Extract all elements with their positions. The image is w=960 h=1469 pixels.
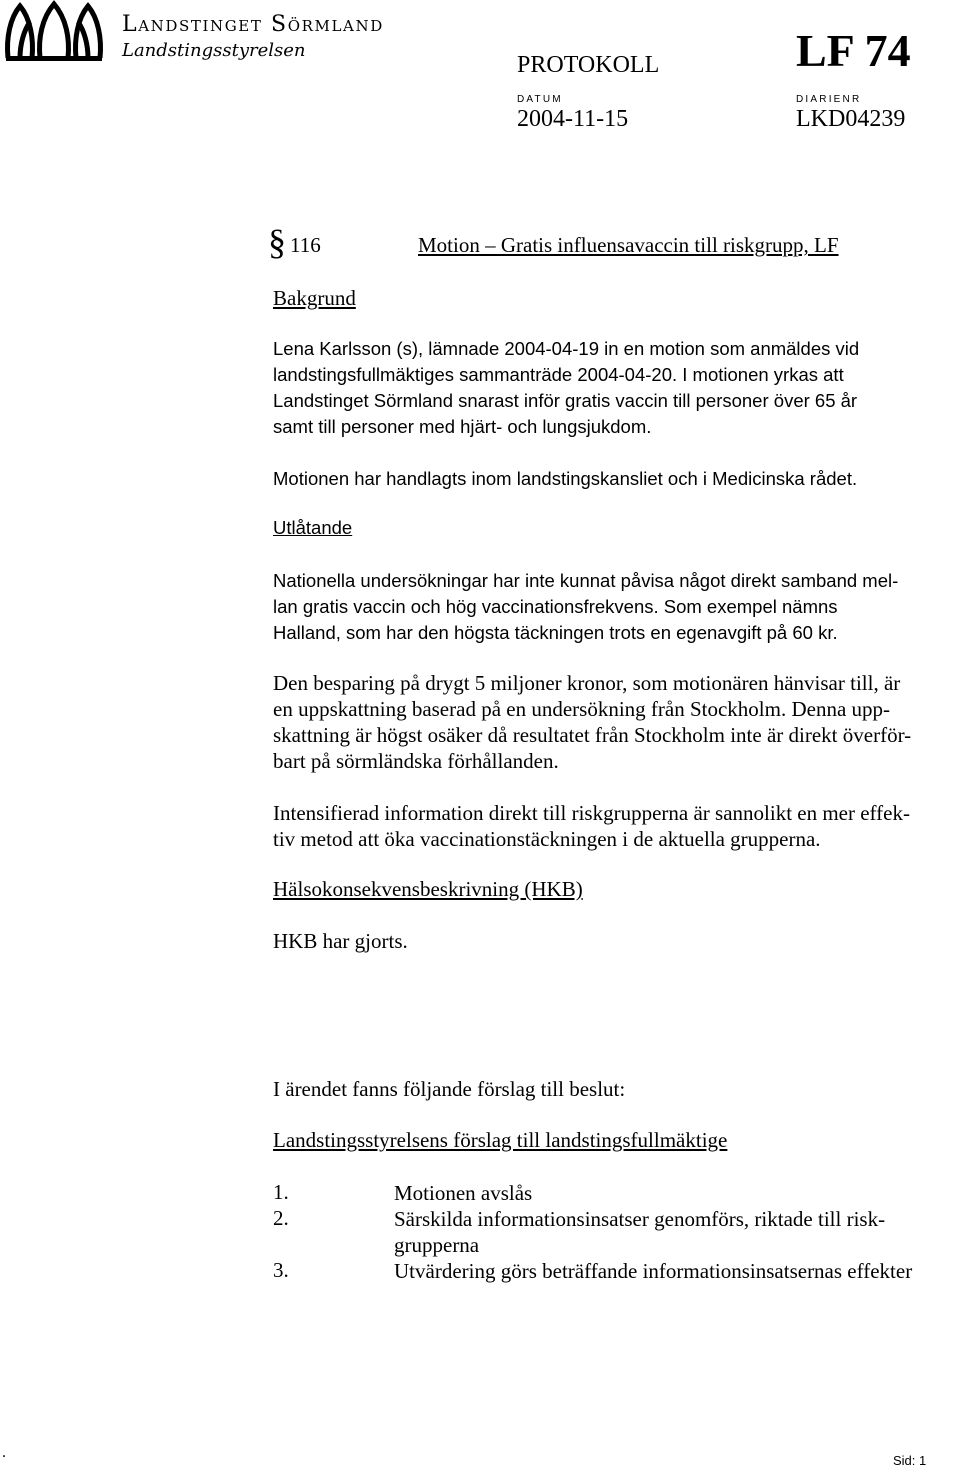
text-line: en uppskattning baserad på en undersökning från Stockholm. Denna upp-: [273, 697, 891, 721]
proposal-number: 3.: [273, 1258, 289, 1282]
text-line: Nationella undersökningar har inte kunnat påvisa något direkt samband mel-: [273, 570, 899, 591]
registry-value: LKD04239: [796, 106, 906, 132]
utlatande-paragraph-1: [273, 568, 953, 646]
text-line: skattning är högst osäker då resultatet från Stockholm inte är direkt överför-: [273, 723, 912, 747]
proposal-number: 1.: [273, 1180, 289, 1204]
document-type: PROTOKOLL: [517, 52, 660, 78]
text-line: lan gratis vaccin och hög vaccinationsfrekvens. Som exempel nämns: [273, 596, 838, 617]
text-line: Halland, som har den högsta täckningen trots en egenavgift på 60 kr.: [273, 622, 838, 643]
bakgrund-text: [273, 336, 953, 440]
section-heading-utlatande: Utlåtande: [273, 517, 353, 538]
paragraph-sign: §: [268, 222, 286, 262]
hkb-text: HKB har gjorts.: [273, 929, 408, 953]
proposal-text: [394, 1206, 885, 1258]
footer-dot: .: [2, 1444, 6, 1461]
crown-logo-icon: [2, 0, 106, 62]
text-line: grupperna: [394, 1233, 480, 1257]
proposal-intro: I ärendet fanns följande förslag till beslut:: [273, 1077, 626, 1101]
text-line: landstingsfullmäktiges sammanträde 2004-04-20. I motionen yrkas att: [273, 364, 844, 385]
document-number: LF 74: [796, 25, 911, 76]
date-label: DATUM: [517, 94, 563, 105]
text-line: samt till personer med hjärt- och lungsjukdom.: [273, 416, 652, 437]
text-line: bart på sörmländska förhållanden.: [273, 749, 559, 773]
text-line: Utvärdering görs beträffande informationsinsatsernas effekter: [394, 1259, 913, 1283]
paragraph-title: Motion – Gratis influensavaccin till riskgrupp, LF: [418, 233, 839, 257]
text-line: Särskilda informationsinsatser genomförs, riktade till risk-: [394, 1207, 886, 1231]
proposal-number: 2.: [273, 1206, 289, 1230]
proposal-text: [394, 1180, 532, 1206]
section-heading-hkb: Hälsokonsekvensbeskrivning (HKB): [273, 877, 583, 901]
date-value: 2004-11-15: [517, 106, 629, 132]
section-heading-bakgrund: Bakgrund: [273, 286, 356, 310]
proposal-heading: Landstingsstyrelsens förslag till landstingsfullmäktige: [273, 1128, 728, 1152]
text-line: Motionen avslås: [394, 1181, 533, 1205]
org-subtitle: Landstingsstyrelsen: [122, 40, 306, 61]
registry-label: DIARIENR: [796, 94, 862, 105]
text-line: Intensifierad information direkt till riskgrupperna är sannolikt en mer effek-: [273, 801, 910, 825]
page-number: Sid: 1: [893, 1453, 927, 1468]
text-line: Den besparing på drygt 5 miljoner kronor, som motionären hänvisar till, är: [273, 671, 901, 695]
utlatande-paragraph-3: [273, 800, 953, 852]
text-line: Landstinget Sörmland snarast inför gratis vaccin till personer över 65 år: [273, 390, 858, 411]
text-line: tiv metod att öka vaccinationstäckningen i de aktuella grupperna.: [273, 827, 821, 851]
utlatande-paragraph-2: [273, 670, 953, 774]
text-line: Lena Karlsson (s), lämnade 2004-04-19 in en motion som anmäldes vid: [273, 338, 860, 359]
paragraph-number: 116: [290, 233, 321, 257]
proposal-text: [394, 1258, 912, 1284]
org-name: Landstinget Sörmland: [122, 12, 384, 37]
handlagts-text: Motionen har handlagts inom landstingskansliet och i Medicinska rådet.: [273, 468, 858, 489]
